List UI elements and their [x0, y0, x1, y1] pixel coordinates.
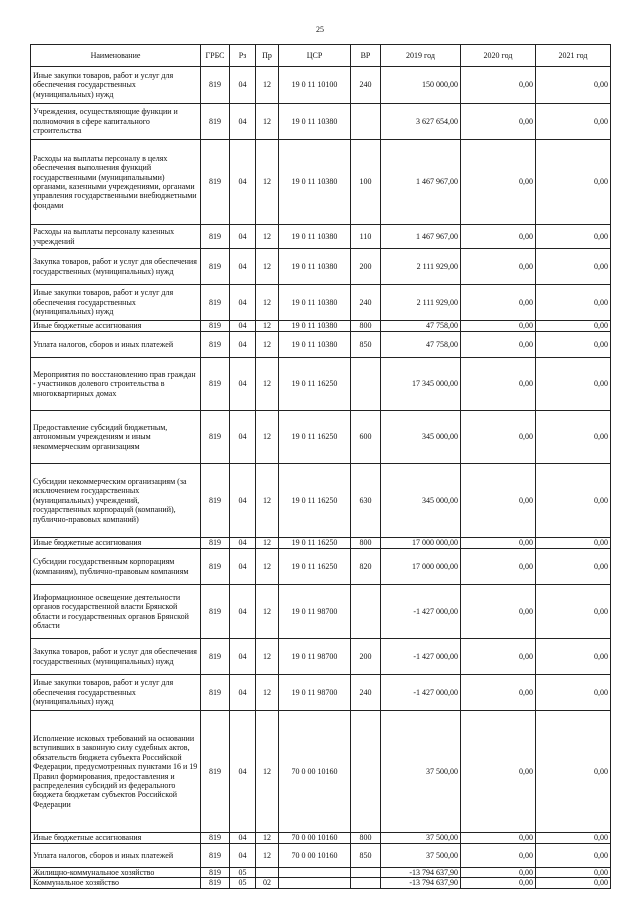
cell-vr: 240 [351, 675, 381, 711]
table-row [31, 639, 611, 675]
cell-csr: 19 0 11 98700 [279, 585, 351, 639]
cell-2020: 0,00 [461, 358, 536, 411]
cell-pr: 12 [256, 140, 279, 225]
cell-2019: -13 794 637,90 [381, 868, 461, 878]
cell-vr: 240 [351, 67, 381, 104]
column-header-pr: Пр [256, 45, 279, 67]
cell-csr: 19 0 11 10380 [279, 140, 351, 225]
cell-2019: 345 000,00 [381, 464, 461, 538]
cell-vr: 100 [351, 140, 381, 225]
cell-2019: 1 467 967,00 [381, 140, 461, 225]
cell-vr [351, 868, 381, 878]
cell-pr: 12 [256, 675, 279, 711]
cell-pr: 12 [256, 844, 279, 868]
cell-grbs: 819 [201, 332, 230, 358]
cell-vr: 820 [351, 549, 381, 585]
cell-grbs: 819 [201, 711, 230, 833]
cell-2020: 0,00 [461, 549, 536, 585]
cell-csr: 19 0 11 10380 [279, 285, 351, 321]
table-row [31, 225, 611, 249]
cell-csr: 19 0 11 16250 [279, 538, 351, 549]
cell-rz: 04 [230, 833, 256, 844]
page-number: 25 [316, 25, 324, 34]
cell-2019: -1 427 000,00 [381, 675, 461, 711]
cell-rz: 04 [230, 67, 256, 104]
cell-name: Иные бюджетные ассигнования [31, 321, 201, 332]
cell-2020: 0,00 [461, 140, 536, 225]
cell-2019: 37 500,00 [381, 844, 461, 868]
cell-grbs: 819 [201, 675, 230, 711]
cell-vr: 800 [351, 321, 381, 332]
cell-csr: 19 0 11 98700 [279, 639, 351, 675]
cell-2021: 0,00 [536, 104, 611, 140]
cell-2020: 0,00 [461, 249, 536, 285]
cell-name: Уплата налогов, сборов и иных платежей [31, 332, 201, 358]
cell-name: Закупка товаров, работ и услуг для обеспечения государственных (муниципальных) нужд [31, 639, 201, 675]
cell-name: Иные бюджетные ассигнования [31, 538, 201, 549]
table-row [31, 878, 611, 888]
cell-2021: 0,00 [536, 285, 611, 321]
cell-csr [279, 868, 351, 878]
cell-rz: 04 [230, 321, 256, 332]
cell-rz: 04 [230, 711, 256, 833]
table-row [31, 321, 611, 332]
cell-2021: 0,00 [536, 321, 611, 332]
cell-csr: 19 0 11 16250 [279, 411, 351, 464]
table-row [31, 833, 611, 844]
cell-pr: 12 [256, 833, 279, 844]
cell-rz: 04 [230, 639, 256, 675]
cell-grbs: 819 [201, 285, 230, 321]
cell-csr [279, 878, 351, 888]
cell-2021: 0,00 [536, 844, 611, 868]
cell-grbs: 819 [201, 464, 230, 538]
cell-2021: 0,00 [536, 225, 611, 249]
cell-vr: 110 [351, 225, 381, 249]
cell-2021: 0,00 [536, 639, 611, 675]
cell-2019: 37 500,00 [381, 833, 461, 844]
cell-name: Расходы на выплаты персоналу казенных учреждений [31, 225, 201, 249]
cell-2019: -13 794 637,90 [381, 878, 461, 888]
cell-rz: 04 [230, 675, 256, 711]
cell-name: Жилищно-коммунальное хозяйство [31, 868, 201, 878]
cell-pr: 12 [256, 104, 279, 140]
cell-2019: 17 345 000,00 [381, 358, 461, 411]
cell-name: Иные закупки товаров, работ и услуг для обеспечения государственных (муниципальных) нужд [31, 675, 201, 711]
column-header-2020: 2020 год [461, 45, 536, 67]
cell-name: Исполнение исковых требований на основании вступивших в законную силу судебных актов, обязательств бюджета субъекта Российской Федерации, предусмотренных пунктами 16 и 19 Правил формирования, предоставления и распределения субсидий из федерального бюджета бюджетам субъектов Российской Федерации [31, 711, 201, 833]
cell-grbs: 819 [201, 833, 230, 844]
cell-csr: 19 0 11 10100 [279, 67, 351, 104]
cell-pr: 12 [256, 585, 279, 639]
cell-2019: 150 000,00 [381, 67, 461, 104]
table-row [31, 868, 611, 878]
cell-rz: 04 [230, 285, 256, 321]
cell-vr [351, 358, 381, 411]
cell-2020: 0,00 [461, 225, 536, 249]
cell-name: Коммунальное хозяйство [31, 878, 201, 888]
table-row [31, 711, 611, 833]
cell-grbs: 819 [201, 411, 230, 464]
cell-vr: 630 [351, 464, 381, 538]
cell-2019: 345 000,00 [381, 411, 461, 464]
cell-2021: 0,00 [536, 464, 611, 538]
cell-2021: 0,00 [536, 358, 611, 411]
cell-2021: 0,00 [536, 538, 611, 549]
cell-grbs: 819 [201, 140, 230, 225]
table-row [31, 332, 611, 358]
cell-vr: 600 [351, 411, 381, 464]
cell-2019: 17 000 000,00 [381, 538, 461, 549]
cell-pr: 12 [256, 464, 279, 538]
cell-2020: 0,00 [461, 464, 536, 538]
cell-2020: 0,00 [461, 639, 536, 675]
cell-pr: 12 [256, 332, 279, 358]
column-header-vr: ВР [351, 45, 381, 67]
table-row [31, 411, 611, 464]
cell-2019: 2 111 929,00 [381, 285, 461, 321]
cell-2021: 0,00 [536, 585, 611, 639]
cell-grbs: 819 [201, 844, 230, 868]
cell-vr: 850 [351, 844, 381, 868]
cell-name: Мероприятия по восстановлению прав граждан - участников долевого строительства в многоквартирных домах [31, 358, 201, 411]
column-header-name: Наименование [31, 45, 201, 67]
cell-2021: 0,00 [536, 549, 611, 585]
cell-csr: 70 0 00 10160 [279, 711, 351, 833]
cell-rz: 04 [230, 538, 256, 549]
cell-pr: 12 [256, 711, 279, 833]
table-row [31, 549, 611, 585]
cell-vr: 200 [351, 639, 381, 675]
cell-rz: 04 [230, 411, 256, 464]
cell-2020: 0,00 [461, 585, 536, 639]
cell-rz: 04 [230, 844, 256, 868]
cell-pr: 12 [256, 411, 279, 464]
cell-2020: 0,00 [461, 285, 536, 321]
cell-rz: 05 [230, 868, 256, 878]
cell-pr: 12 [256, 285, 279, 321]
cell-2021: 0,00 [536, 67, 611, 104]
cell-rz: 04 [230, 549, 256, 585]
column-header-grbs: ГРБС [201, 45, 230, 67]
cell-pr [256, 868, 279, 878]
table-row [31, 140, 611, 225]
cell-2019: 3 627 654,00 [381, 104, 461, 140]
cell-vr [351, 711, 381, 833]
column-header-2019: 2019 год [381, 45, 461, 67]
cell-grbs: 819 [201, 321, 230, 332]
cell-pr: 12 [256, 321, 279, 332]
cell-2020: 0,00 [461, 833, 536, 844]
cell-rz: 04 [230, 104, 256, 140]
cell-csr: 19 0 11 16250 [279, 358, 351, 411]
cell-2019: 17 000 000,00 [381, 549, 461, 585]
cell-rz: 04 [230, 585, 256, 639]
table-row [31, 249, 611, 285]
cell-pr: 12 [256, 549, 279, 585]
cell-2019: 2 111 929,00 [381, 249, 461, 285]
cell-grbs: 819 [201, 538, 230, 549]
cell-vr [351, 104, 381, 140]
cell-csr: 19 0 11 10380 [279, 104, 351, 140]
cell-2020: 0,00 [461, 104, 536, 140]
cell-2020: 0,00 [461, 878, 536, 888]
table-row [31, 285, 611, 321]
cell-grbs: 819 [201, 249, 230, 285]
cell-vr: 200 [351, 249, 381, 285]
cell-csr: 19 0 11 10380 [279, 225, 351, 249]
column-header-csr: ЦСР [279, 45, 351, 67]
cell-2020: 0,00 [461, 675, 536, 711]
cell-2020: 0,00 [461, 411, 536, 464]
cell-rz: 04 [230, 464, 256, 538]
cell-2020: 0,00 [461, 321, 536, 332]
cell-vr: 800 [351, 538, 381, 549]
cell-name: Предоставление субсидий бюджетным, автономным учреждениям и иным некоммерческим организациям [31, 411, 201, 464]
table-row [31, 464, 611, 538]
cell-vr: 800 [351, 833, 381, 844]
cell-csr: 70 0 00 10160 [279, 833, 351, 844]
cell-2021: 0,00 [536, 332, 611, 358]
table-header-row [31, 45, 611, 67]
cell-rz: 04 [230, 249, 256, 285]
cell-2019: 37 500,00 [381, 711, 461, 833]
cell-name: Учреждения, осуществляющие функции и полномочия в сфере капитального строительства [31, 104, 201, 140]
cell-rz: 04 [230, 332, 256, 358]
cell-csr: 19 0 11 16250 [279, 549, 351, 585]
table-row [31, 358, 611, 411]
cell-grbs: 819 [201, 585, 230, 639]
cell-pr: 12 [256, 67, 279, 104]
cell-name: Информационное освещение деятельности органов государственной власти Брянской области и государственных органов Брянской области [31, 585, 201, 639]
cell-2021: 0,00 [536, 249, 611, 285]
cell-grbs: 819 [201, 67, 230, 104]
cell-2021: 0,00 [536, 868, 611, 878]
cell-grbs: 819 [201, 358, 230, 411]
cell-pr: 02 [256, 878, 279, 888]
cell-name: Иные закупки товаров, работ и услуг для обеспечения государственных (муниципальных) нужд [31, 67, 201, 104]
cell-csr: 19 0 11 10380 [279, 332, 351, 358]
cell-2021: 0,00 [536, 878, 611, 888]
cell-2021: 0,00 [536, 411, 611, 464]
cell-csr: 19 0 11 10380 [279, 249, 351, 285]
cell-2020: 0,00 [461, 538, 536, 549]
cell-2019: -1 427 000,00 [381, 585, 461, 639]
table-row [31, 67, 611, 104]
cell-name: Уплата налогов, сборов и иных платежей [31, 844, 201, 868]
cell-grbs: 819 [201, 878, 230, 888]
table-row [31, 104, 611, 140]
cell-2019: 1 467 967,00 [381, 225, 461, 249]
cell-pr: 12 [256, 249, 279, 285]
table-row [31, 585, 611, 639]
cell-vr: 240 [351, 285, 381, 321]
cell-csr: 70 0 00 10160 [279, 844, 351, 868]
cell-vr: 850 [351, 332, 381, 358]
cell-grbs: 819 [201, 225, 230, 249]
cell-grbs: 819 [201, 549, 230, 585]
cell-csr: 19 0 11 10380 [279, 321, 351, 332]
cell-rz: 04 [230, 140, 256, 225]
table-row [31, 675, 611, 711]
budget-table [30, 44, 611, 889]
cell-2020: 0,00 [461, 67, 536, 104]
cell-grbs: 819 [201, 639, 230, 675]
cell-csr: 19 0 11 98700 [279, 675, 351, 711]
cell-rz: 05 [230, 878, 256, 888]
cell-csr: 19 0 11 16250 [279, 464, 351, 538]
cell-pr: 12 [256, 225, 279, 249]
cell-pr: 12 [256, 358, 279, 411]
cell-2019: 47 758,00 [381, 332, 461, 358]
cell-rz: 04 [230, 358, 256, 411]
cell-2019: 47 758,00 [381, 321, 461, 332]
cell-pr: 12 [256, 639, 279, 675]
cell-pr: 12 [256, 538, 279, 549]
cell-2021: 0,00 [536, 140, 611, 225]
cell-name: Субсидии государственным корпорациям (компаниям), публично-правовым компаниям [31, 549, 201, 585]
cell-grbs: 819 [201, 104, 230, 140]
column-header-2021: 2021 год [536, 45, 611, 67]
cell-2021: 0,00 [536, 711, 611, 833]
cell-name: Иные бюджетные ассигнования [31, 833, 201, 844]
cell-name: Иные закупки товаров, работ и услуг для обеспечения государственных (муниципальных) нужд [31, 285, 201, 321]
cell-2020: 0,00 [461, 332, 536, 358]
cell-2020: 0,00 [461, 844, 536, 868]
table-row [31, 844, 611, 868]
cell-grbs: 819 [201, 868, 230, 878]
cell-2019: -1 427 000,00 [381, 639, 461, 675]
cell-2021: 0,00 [536, 675, 611, 711]
cell-name: Закупка товаров, работ и услуг для обеспечения государственных (муниципальных) нужд [31, 249, 201, 285]
cell-2021: 0,00 [536, 833, 611, 844]
cell-2020: 0,00 [461, 868, 536, 878]
cell-2020: 0,00 [461, 711, 536, 833]
cell-rz: 04 [230, 225, 256, 249]
table-row [31, 538, 611, 549]
cell-vr [351, 585, 381, 639]
cell-name: Субсидии некоммерческим организациям (за исключением государственных (муниципальных) учреждений, государственных корпораций (компаний), публично-правовых компаний) [31, 464, 201, 538]
cell-name: Расходы на выплаты персоналу в целях обеспечения выполнения функций государственными (муниципальными) органами, казенными учреждениями, органами управления государственными внебюджетными фондами [31, 140, 201, 225]
cell-vr [351, 878, 381, 888]
column-header-rz: Рз [230, 45, 256, 67]
